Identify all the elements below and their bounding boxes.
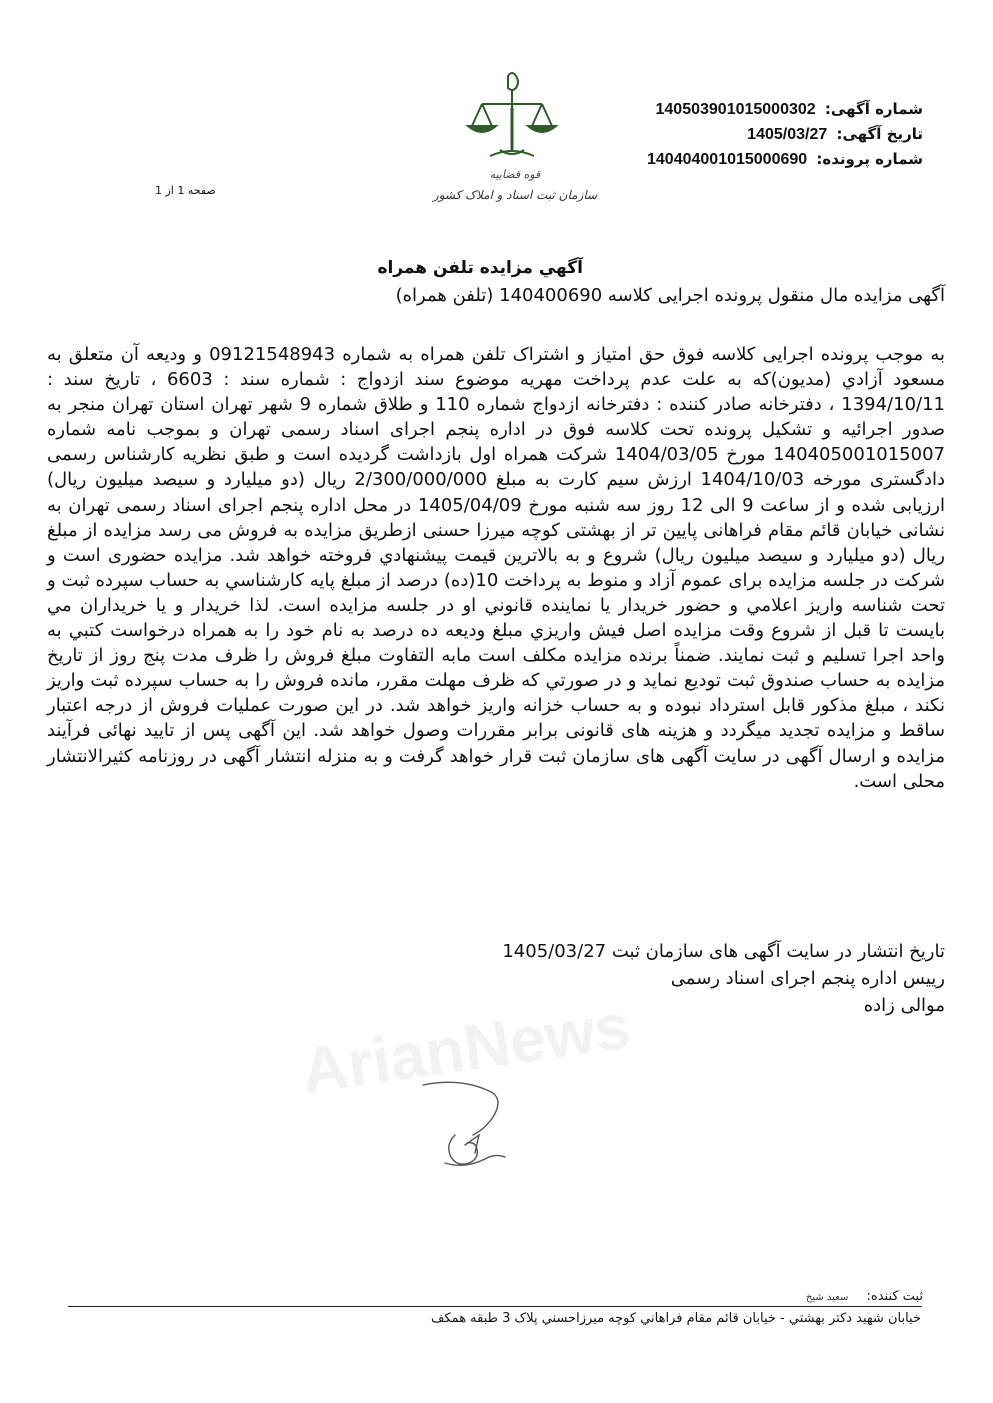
page-title: آگهي مزايده تلفن همراه — [377, 258, 583, 278]
publication-date-line: تاریخ انتشار در سایت آگهی های سازمان ثبت 1405/03/27 — [502, 941, 945, 962]
registrar-label: ثبت كننده: — [866, 1289, 923, 1304]
publication-signatory-line: موالی زاده — [863, 995, 945, 1016]
footer-divider — [68, 1306, 922, 1307]
office-address: خيابان شهيد دكتر بهشتي - خيابان قائم مقام فراهاني كوچه ميرزاحسني پلاک 3 طبقه همكف — [431, 1311, 921, 1326]
ad-date-value: 1405/03/27 — [747, 126, 828, 143]
page-count: صفحه 1 از 1 — [155, 184, 216, 197]
ad-number-row — [583, 97, 923, 122]
page-subtitle: آگهی مزایده مال منقول پرونده اجرایی کلاسه 140400690 (تلفن همراه) — [395, 285, 945, 306]
ad-date-label: تاریخ آگهی: — [836, 125, 923, 143]
registrar-name: سعید شیخ — [805, 1292, 849, 1303]
ad-number-value: 140503901015000302 — [655, 101, 816, 118]
case-number-value: 140404001015000690 — [647, 151, 808, 168]
emblem-org-text: سازمان ثبت اسناد و املاک کشور — [432, 188, 598, 202]
ad-number-label: شماره آگهی: — [824, 100, 923, 118]
case-number-label: شماره پرونده: — [816, 150, 923, 168]
case-number-row — [583, 147, 923, 172]
header-meta — [583, 97, 923, 172]
handwritten-signature-icon — [415, 1075, 525, 1185]
judiciary-emblem-icon — [430, 68, 600, 228]
publication-info — [385, 938, 945, 1019]
ad-date-row — [583, 122, 923, 147]
emblem-judiciary-text: قوه قضاییه — [489, 168, 541, 181]
registrar — [806, 1289, 923, 1304]
watermark: ArianNews — [297, 989, 635, 1107]
notice-body: به موجب پرونده اجرايی كلاسه فوق حق امتياز و اشتراک تلفن همراه به شماره 09121548943 و وديعه آن متعلق به مسعود آزادي (مديون)كه به علت عدم پرداخت مهريه موضوع سند ازدواج : شماره سند : 6603 ، تاریخ سند : 1394/10/11 ، دفترخانه صادر كننده : دفترخانه ازدواج شماره 110 و طلاق شماره 9 شهر تهران استان تهران منجر به صدور اجرائيه و تشكيل پرونده تحت كلاسه فوق در اداره پنجم اجرای اسناد رسمی تهران و بموجب نامه شماره 140405001015007 مورخ 1404/03/05 شرکت همراه اول بازداشت گرديده است و طبق نظريه کارشناس رسمی دادگستری مورخه 1404/10/03 ارزش سيم كارت به مبلغ 2/300/000/000 ریال (دو میلیارد و سیصد میلیون ریال) ارزيابی شده و از ساعت 9 الی 12 روز سه شنبه مورخ 1405/04/09 در محل اداره پنجم اجرای اسناد رسمی تهران به نشانی خیابان قائم مقام فراهانی پایین تر از بهشتی کوچه میرزا حسنی ازطريق مزايده به فروش می رسد مزايده از مبلغ ريال (دو میلیارد و سیصد میلیون ریال) شروع و به بالاترين قيمت پيشنهادي فروخته خواهد شد. مزايده حضوری است و شرکت در جلسه مزایده برای عموم آزاد و منوط به پرداخت 10(ده) درصد از مبلغ پايه كارشناسي به حساب سپرده ثبت و تحت شناسه واريز اعلامي و حضور خريدار يا نماينده قانوني او در جلسه مزايده است. لذا خريدار و يا خريداران مي بايست تا قبل از شروع وقت مزايده اصل فيش واريزي مبلغ وديعه ده درصد به نام خود را به همراه درخواست كتبي به واحد اجرا تسليم و ثبت نمايند. ضمناً برنده مزايده مكلف است مابه التفاوت مبلغ فروش را ظرف مدت پنج روز از تاريخ مزايده به حساب صندوق ثبت توديع نمايد و در صورتي كه ظرف مهلت مقرر، مانده فروش را به حساب سپرده ثبت واريز نكند ، مبلغ مذكور قابل استرداد نبوده و به حساب خزانه واريز خواهد شد. در اين صورت عمليات فروش از درجه اعتبار ساقط و مزايده تجديد ميگردد و هزينه های قانونی برابر مقررات وصول خواهد شد. این آگهی پس از تایید نهائی فرآیند مزایده و ارسال آگهی در سایت آگهی های سازمان ثبت قرار خواهد گرفت و به منزله انتشار آگهی در روزنامه کثیرالانتشار محلی است. — [47, 344, 946, 792]
publication-office-line: رييس اداره پنجم اجرای اسناد رسمی — [670, 968, 945, 989]
